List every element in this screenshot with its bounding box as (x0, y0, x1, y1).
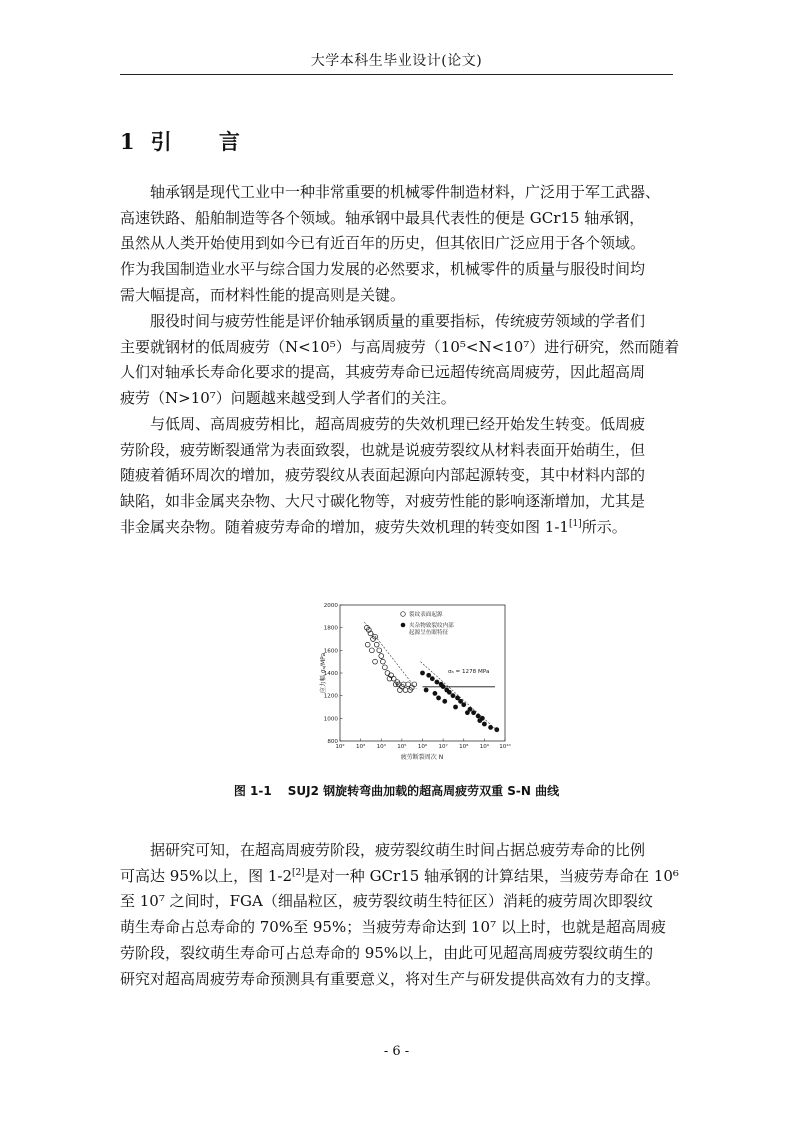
x-ticks (335, 739, 511, 751)
text-line: 据研究可知，在超高周疲劳阶段，疲劳裂纹萌生时间占据总疲劳寿命的比例 (150, 841, 646, 859)
x-tick-label: 10⁷ (438, 744, 448, 750)
surface-origin-point (403, 688, 408, 693)
text-line: 轴承钢是现代工业中一种非常重要的机械零件制造材料，广泛用于军工武器、 (150, 183, 661, 201)
x-tick-label: 10⁶ (417, 744, 428, 750)
paragraph-2 (120, 309, 678, 412)
chapter-heading: 引 言 (150, 129, 260, 154)
internal-origin-point (476, 714, 481, 719)
internal-origin-point (433, 691, 438, 696)
y-tick-label: 2000 (323, 603, 338, 609)
text-line: 缺陷，如非金属夹杂物、大尺寸碳化物等，对疲劳性能的影响逐渐增加，尤其是 (120, 492, 646, 511)
running-header: 大学本科生毕业设计(论文) (310, 53, 483, 69)
surface-origin-point (382, 665, 387, 670)
citation-ref: [2] (292, 867, 305, 878)
text-line (120, 515, 678, 541)
text-line-tail: 所示。 (581, 517, 627, 536)
surface-origin-point (385, 671, 390, 676)
figure-caption (120, 782, 673, 799)
text-line: 疲劳（N>10⁷）问题越来越受到人学者们的关注。 (120, 389, 456, 408)
surface-origin-point (369, 648, 374, 653)
surface-origin-point (373, 659, 378, 664)
y-tick-label: 1600 (323, 648, 338, 655)
header-rule (120, 74, 673, 75)
legend-open-marker (401, 612, 406, 617)
text-line: 作为我国制造业水平与综合国力发展的必然要求，机械零件的质量与服役时间均 (120, 260, 646, 279)
y-tick-label: 1200 (323, 693, 338, 700)
chapter-number: 1 (120, 129, 137, 154)
surface-origin-point (379, 654, 384, 659)
internal-origin-point (426, 673, 431, 678)
surface-origin-point (380, 659, 385, 664)
text-line: 主要就钢材的低周疲劳（N<10⁵）与高周疲劳（10⁵<N<10⁷）进行研究，然而随着 (120, 337, 680, 356)
internal-origin-point (436, 696, 441, 701)
internal-origin-point (420, 671, 425, 676)
text-line: 高速铁路、船舶制造等各个领域。轴承钢中最具代表性的便是 GCr15 轴承钢， (120, 208, 645, 227)
sn-chart (314, 597, 514, 762)
x-tick-label: 10⁵ (397, 744, 407, 750)
chapter-title (120, 126, 260, 156)
text-line: 劳阶段，裂纹萌生寿命可占总寿命的 95%以上，由此可见超高周疲劳裂纹萌生的 (120, 943, 654, 962)
paragraph-1 (120, 180, 678, 309)
page-number: - 6 - (383, 1044, 410, 1059)
internal-origin-point (482, 722, 487, 727)
x-tick-label: 10⁸ (459, 744, 469, 750)
internal-origin-point (442, 699, 447, 704)
text-line: 随疲着循环周次的增加，疲劳裂纹从表面起源向内部起源转变，其中材料内部的 (120, 466, 646, 485)
paragraph-4 (120, 838, 678, 992)
paragraph-3 (120, 412, 678, 541)
internal-origin-point (430, 676, 435, 681)
internal-origin-point (461, 702, 466, 707)
text-line: 人们对轴承长寿命化要求的提高，其疲劳寿命已远超传统高周疲劳，因此超高周 (120, 363, 646, 382)
x-tick-label: 10⁹ (479, 744, 490, 750)
x-tick-label: 10² (335, 744, 345, 750)
legend-open-label: 裂纹表面起源 (409, 612, 443, 618)
text-line: 服役时间与疲劳性能是评价轴承钢质量的重要指标，传统疲劳领域的学者们 (150, 312, 646, 330)
text-line-body: 非金属夹杂物。随着疲劳寿命的增加，疲劳失效机理的转变如图 1-1 (120, 517, 569, 536)
surface-origin-point (377, 648, 382, 653)
text-line: 劳阶段，疲劳断裂通常为表面致裂，也就是说疲劳裂纹从材料表面开始萌生，但 (120, 440, 646, 459)
figure-caption-text: SUJ2 钢旋转弯曲加载的超高周疲劳双重 S-N 曲线 (287, 784, 560, 798)
text-line-tail: 是对一种 GCr15 轴承钢的计算结果，当疲劳寿命在 10⁶ (304, 866, 679, 885)
y-axis-label: 应力幅 σₐ/MPa (320, 652, 327, 694)
internal-origin-point (494, 727, 499, 732)
x-tick-label: 10¹⁰ (499, 744, 511, 750)
legend-filled-marker (401, 623, 406, 628)
internal-origin-point (465, 710, 470, 715)
text-line: 至 10⁷ 之间时，FGA（细晶粒区，疲劳裂纹萌生特征区）消耗的疲劳周次即裂纹 (120, 892, 653, 911)
text-line-body: 可高达 95%以上，图 1-2 (120, 866, 293, 885)
text-line: 需大幅提高，而材料性能的提高则是关键。 (120, 285, 406, 304)
data-points (364, 625, 499, 732)
internal-origin-point (451, 693, 456, 698)
y-tick-label: 1400 (323, 671, 338, 677)
internal-origin-point (453, 705, 458, 710)
threshold-annotation: σₐ = 1278 MPa (448, 669, 490, 675)
surface-origin-point (374, 642, 379, 647)
citation-ref: [1] (568, 518, 582, 529)
y-tick-label: 1800 (323, 625, 338, 632)
x-axis-label: 疲劳断裂周次 N (400, 754, 444, 761)
text-line: 与低周、高周疲劳相比，超高周疲劳的失效机理已经开始发生转变。低周疲 (150, 415, 646, 433)
text-line: 虽然从人类开始使用到如今已有近百年的历史，但其依旧广泛应用于各个领域。 (120, 234, 646, 253)
legend-filled-label-1: 夹杂物致裂纹内部 (409, 623, 454, 629)
x-tick-label: 10³ (355, 744, 366, 750)
figure-caption-label: 图 1-1 (233, 784, 272, 798)
y-tick-label: 800 (327, 739, 338, 745)
internal-origin-point (477, 718, 482, 723)
figure-sn-curve (314, 597, 514, 762)
internal-origin-point (447, 690, 452, 695)
internal-origin-point (435, 680, 440, 685)
legend-filled-label-2: 起源呈鱼眼特征 (409, 630, 449, 636)
y-tick-label: 1000 (323, 716, 338, 723)
text-line (120, 864, 678, 890)
internal-origin-point (424, 688, 429, 693)
text-line: 研究对超高周疲劳寿命预测具有重要意义，将对生产与研发提供高效有力的支撑。 (120, 969, 661, 988)
surface-origin-point (365, 642, 370, 647)
text-line: 萌生寿命占总寿命的 70%至 95%；当疲劳寿命达到 10⁷ 以上时，也就是超高周疲 (120, 918, 666, 937)
x-tick-label: 10⁴ (376, 744, 386, 750)
